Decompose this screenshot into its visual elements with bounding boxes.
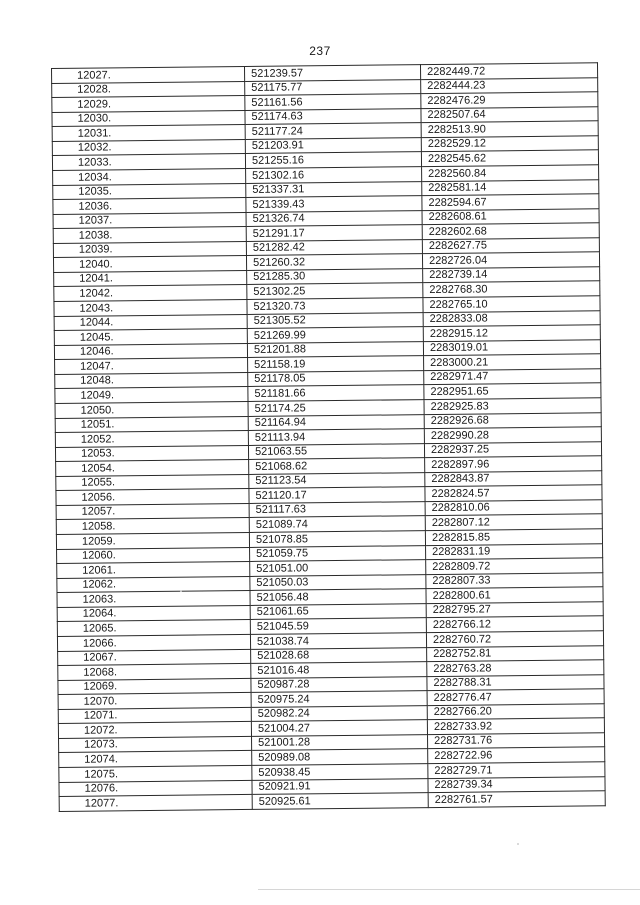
point-number-cell: 12049.: [55, 387, 248, 404]
page-number: 237: [309, 44, 331, 58]
northing-cell: 2282444.23: [421, 77, 598, 93]
northing-cell: 2282608.61: [422, 208, 599, 224]
easting-cell: 521260.32: [246, 254, 422, 270]
northing-cell: 2282807.33: [426, 572, 603, 588]
scan-edge-line: [258, 889, 640, 890]
northing-cell: 2282800.61: [426, 587, 603, 603]
point-number-cell: 12045.: [54, 329, 247, 346]
northing-cell: 2282831.19: [426, 543, 603, 559]
point-number-cell: 12063.: [57, 591, 250, 608]
point-number-cell: 12033.: [52, 154, 245, 171]
easting-cell: 521117.63: [249, 501, 425, 517]
easting-cell: 521291.17: [246, 225, 422, 241]
point-number-cell: 12048.: [55, 372, 248, 389]
point-number-cell: 12062.: [57, 576, 250, 593]
point-number-cell: 12072.: [58, 722, 251, 739]
easting-cell: 521320.73: [247, 298, 423, 314]
northing-cell: 2282581.14: [422, 179, 599, 195]
easting-cell: 521068.62: [249, 458, 425, 474]
point-number-cell: 12066.: [57, 634, 250, 651]
easting-cell: 521045.59: [250, 618, 426, 634]
easting-cell: 521028.68: [251, 647, 427, 663]
northing-cell: 2282766.12: [426, 616, 603, 632]
point-number-cell: 12031.: [52, 125, 245, 142]
point-number-cell: 12035.: [53, 183, 246, 200]
northing-cell: 2282726.04: [422, 252, 599, 268]
easting-cell: 521239.57: [244, 65, 420, 81]
northing-cell: 2282760.72: [426, 631, 603, 647]
northing-cell: 2282545.62: [421, 150, 598, 166]
northing-cell: 2282476.29: [421, 92, 598, 108]
northing-cell: 2282951.65: [424, 383, 601, 399]
easting-cell: 521120.17: [249, 487, 425, 503]
northing-cell: 2282739.14: [423, 267, 600, 283]
point-number-cell: 12057.: [56, 503, 249, 520]
easting-cell: 521123.54: [249, 472, 425, 488]
point-number-cell: 12028.: [52, 81, 245, 98]
northing-cell: 2282507.64: [421, 106, 598, 122]
easting-cell: 521282.42: [246, 239, 422, 255]
point-number-cell: 12070.: [58, 693, 251, 710]
easting-cell: 521056.48: [250, 589, 426, 605]
easting-cell: 521326.74: [246, 210, 422, 226]
scan-speck: [517, 843, 519, 845]
point-number-cell: 12042.: [54, 285, 247, 302]
easting-cell: 521302.16: [246, 167, 422, 183]
point-number-cell: 12030.: [52, 110, 245, 127]
easting-cell: 521174.25: [248, 400, 424, 416]
northing-cell: 2282915.12: [423, 325, 600, 341]
easting-cell: 521063.55: [248, 443, 424, 459]
point-number-cell: 12029.: [52, 96, 245, 113]
northing-cell: 2282937.25: [424, 441, 601, 457]
easting-cell: 520925.61: [252, 793, 428, 809]
point-number-cell: 12047.: [55, 358, 248, 375]
point-number-cell: 12039.: [53, 241, 246, 258]
easting-cell: 521302.25: [247, 283, 423, 299]
point-number-cell: 12040.: [53, 256, 246, 273]
easting-cell: 521174.63: [245, 108, 421, 124]
northing-cell: 2282809.72: [426, 558, 603, 574]
coordinate-table: [51, 62, 606, 811]
point-number-cell: 12067.: [58, 649, 251, 666]
point-number-cell: 12056.: [56, 489, 249, 506]
northing-cell: 2282733.92: [427, 718, 604, 734]
point-number-cell: 12055.: [56, 474, 249, 491]
northing-cell: 2282926.68: [424, 412, 601, 428]
point-number-cell: 12065.: [57, 620, 250, 637]
easting-cell: 521175.77: [245, 79, 421, 95]
easting-cell: 520921.91: [252, 778, 428, 794]
northing-cell: 2282765.10: [423, 296, 600, 312]
point-number-cell: 12050.: [55, 401, 248, 418]
coordinate-table-body: [52, 63, 606, 811]
point-number-cell: 12076.: [59, 780, 252, 797]
northing-cell: 2282560.84: [422, 165, 599, 181]
northing-cell: 2282449.72: [420, 63, 597, 79]
point-number-cell: 12037.: [53, 212, 246, 229]
northing-cell: 2282768.30: [423, 281, 600, 297]
point-number-cell: 12077.: [59, 795, 252, 812]
northing-cell: 2282752.81: [427, 645, 604, 661]
easting-cell: 521181.66: [248, 385, 424, 401]
point-number-cell: 12034.: [53, 168, 246, 185]
easting-cell: 521089.74: [249, 516, 425, 532]
point-number-cell: 12061.: [57, 562, 250, 579]
easting-cell: 521203.91: [245, 137, 421, 153]
northing-cell: 2282761.57: [428, 791, 605, 807]
point-number-cell: 12032.: [52, 139, 245, 156]
point-number-cell: 12075.: [59, 765, 252, 782]
point-number-cell: 12046.: [54, 343, 247, 360]
point-number-cell: 12071.: [58, 707, 251, 724]
easting-cell: 520989.08: [252, 749, 428, 765]
easting-cell: 521337.31: [246, 181, 422, 197]
easting-cell: 520987.28: [251, 676, 427, 692]
easting-cell: 521201.88: [247, 341, 423, 357]
northing-cell: 2282776.47: [427, 689, 604, 705]
point-number-cell: 12051.: [55, 416, 248, 433]
coordinate-table-wrapper: [51, 62, 585, 811]
easting-cell: 521285.30: [247, 268, 423, 284]
northing-cell: 2282594.67: [422, 194, 599, 210]
easting-cell: 521177.24: [245, 123, 421, 139]
easting-cell: 520938.45: [252, 764, 428, 780]
easting-cell: 521078.85: [249, 531, 425, 547]
northing-cell: 2282810.06: [425, 500, 602, 516]
northing-cell: 2283019.01: [423, 339, 600, 355]
northing-cell: 2282729.71: [428, 762, 605, 778]
easting-cell: 521050.03: [250, 574, 426, 590]
northing-cell: 2282795.27: [426, 602, 603, 618]
easting-cell: 521001.28: [252, 734, 428, 750]
northing-cell: 2282739.34: [428, 776, 605, 792]
northing-cell: 2282529.12: [421, 136, 598, 152]
northing-cell: 2282513.90: [421, 121, 598, 137]
northing-cell: 2283000.21: [424, 354, 601, 370]
northing-cell: 2282602.68: [422, 223, 599, 239]
point-number-cell: 12074.: [59, 751, 252, 768]
point-number-cell: 12044.: [54, 314, 247, 331]
northing-cell: 2282990.28: [424, 427, 601, 443]
easting-cell: 521004.27: [251, 720, 427, 736]
point-number-cell: 12043.: [54, 299, 247, 316]
point-number-cell: 12060.: [57, 547, 250, 564]
point-number-cell: 12068.: [58, 664, 251, 681]
point-number-cell: 12041.: [54, 270, 247, 287]
point-number-cell: 12073.: [59, 736, 252, 753]
northing-cell: 2282897.96: [425, 456, 602, 472]
point-number-cell: 12069.: [58, 678, 251, 695]
point-number-cell: 12059.: [56, 532, 249, 549]
northing-cell: 2282807.12: [425, 514, 602, 530]
northing-cell: 2282766.20: [427, 703, 604, 719]
northing-cell: 2282815.85: [425, 529, 602, 545]
point-number-cell: 12058.: [56, 518, 249, 535]
easting-cell: 521038.74: [250, 633, 426, 649]
easting-cell: 521305.52: [247, 312, 423, 328]
point-number-cell: 12052.: [55, 431, 248, 448]
point-number-cell: 12054.: [56, 460, 249, 477]
easting-cell: 521061.65: [250, 603, 426, 619]
northing-cell: 2282925.83: [424, 398, 601, 414]
point-number-cell: 12038.: [53, 227, 246, 244]
easting-cell: 521161.56: [245, 94, 421, 110]
easting-cell: 521016.48: [251, 662, 427, 678]
northing-cell: 2282763.28: [427, 660, 604, 676]
northing-cell: 2282731.76: [427, 733, 604, 749]
scan-speck: [180, 590, 182, 592]
easting-cell: 520982.24: [251, 705, 427, 721]
northing-cell: 2282788.31: [427, 674, 604, 690]
northing-cell: 2282843.87: [425, 471, 602, 487]
easting-cell: 521178.05: [248, 370, 424, 386]
easting-cell: 521164.94: [248, 414, 424, 430]
easting-cell: 520975.24: [251, 691, 427, 707]
point-number-cell: 12053.: [55, 445, 248, 462]
easting-cell: 521059.75: [250, 545, 426, 561]
northing-cell: 2282971.47: [424, 369, 601, 385]
easting-cell: 521113.94: [248, 429, 424, 445]
northing-cell: 2282824.57: [425, 485, 602, 501]
easting-cell: 521269.99: [247, 327, 423, 343]
northing-cell: 2282627.75: [422, 238, 599, 254]
easting-cell: 521051.00: [250, 560, 426, 576]
northing-cell: 2282833.08: [423, 310, 600, 326]
northing-cell: 2282722.96: [428, 747, 605, 763]
easting-cell: 521158.19: [248, 356, 424, 372]
easting-cell: 521255.16: [245, 152, 421, 168]
point-number-cell: 12027.: [52, 66, 245, 83]
point-number-cell: 12064.: [57, 605, 250, 622]
point-number-cell: 12036.: [53, 198, 246, 215]
easting-cell: 521339.43: [246, 196, 422, 212]
